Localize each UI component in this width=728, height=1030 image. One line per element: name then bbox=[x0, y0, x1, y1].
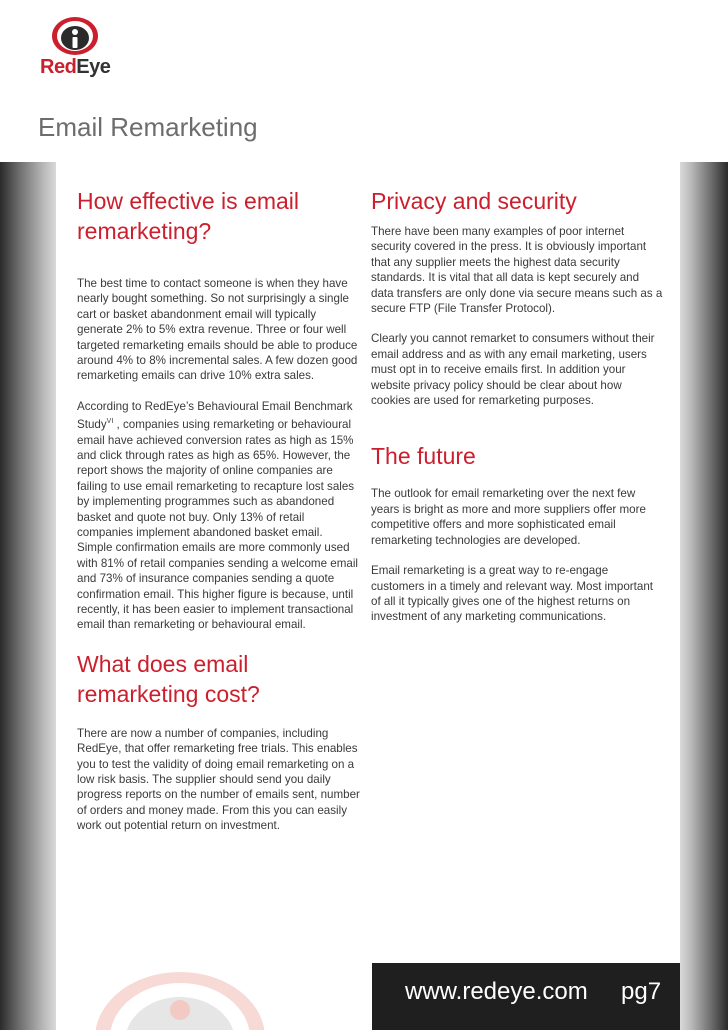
section-heading-future: The future bbox=[371, 443, 476, 470]
paragraph-future-2: Email remarketing is a great way to re-engage customers in a timely and relevant way. Most important of all it typically gives one of the highest returns on investment of any marketing communications. bbox=[371, 564, 654, 624]
section-heading-cost: What does email remarketing cost? bbox=[77, 650, 260, 707]
paragraph-future-1: The outlook for email remarketing over the next few years is bright as more and more suppliers offer more competitive offers and more sophisticated email remarketing technologies are developed. bbox=[371, 487, 646, 547]
paragraph-effective-2 bbox=[77, 399, 360, 633]
footnote-ref-vi: VI bbox=[106, 418, 114, 426]
logo-wordmark-dark: Eye bbox=[76, 56, 111, 78]
paragraph-effective-1: The best time to contact someone is when they have nearly bought something. So not surprisingly a single cart or basket abandonment email will typically generate 2% to 5% extra revenue. Three or four well targeted remarketing emails should be able to produce around 4% to 8% incremental sales. A few dozen good remarketing emails can drive 10% extra sales. bbox=[77, 277, 358, 383]
paragraph-effective-2-end: , companies using remarketing or behavioural email have achieved conversion rates as high as 15% and click through rates as high as 65%. However, the report shows the majority of online companies are failing to use email remarketing to recapture lost sales by implementing programmes such as abandoned basket and quote not buy. Only 13% of retail companies implement abandoned basket email. Simple confirmation emails are more commonly used with 81% of retail companies sending a welcome email and 73% of insurance companies sending a quote confirmation email. This higher figure is because, until recently, it has been easier to implement transactional email than remarketing or behavioural email. bbox=[77, 418, 358, 632]
band-shadow-right bbox=[680, 162, 728, 1030]
paragraph-effective-2-start: According to RedEye’s Behavioural Email Benchmark Study bbox=[77, 399, 353, 432]
band-shadow-left bbox=[0, 162, 56, 1030]
logo-wordmark bbox=[40, 56, 110, 79]
left-column bbox=[77, 184, 360, 834]
section-heading-privacy: Privacy and security bbox=[371, 188, 577, 214]
paragraph-cost-1: There are now a number of companies, including RedEye, that offer remarketing free trials. This enables you to test the validity of doing email remarketing on a low risk basis. The supplier should send you daily progress reports on the number of emails sent, number of orders and money made. From this you can easily work out potential return on investment. bbox=[77, 726, 360, 833]
logo-watermark-icon bbox=[80, 958, 280, 1030]
logo-wordmark-red: Red bbox=[40, 56, 77, 78]
paragraph-privacy-2: Clearly you cannot remarket to consumers without their email address and as with any email marketing, users must opt in to receive emails first. In addition your website privacy policy should be clear about how cookies are used for remarketing purposes. bbox=[371, 332, 655, 408]
page-number: pg7 bbox=[621, 978, 662, 1005]
footer-website-link[interactable]: www.redeye.com bbox=[405, 978, 588, 1005]
page-header bbox=[0, 0, 728, 160]
page-title: Email Remarketing bbox=[38, 112, 258, 142]
right-column bbox=[371, 184, 663, 625]
section-heading-effective: How effective is email remarketing? bbox=[77, 188, 299, 244]
paragraph-privacy-1: There have been many examples of poor internet security covered in the press. It is obviously important that any supplier meets the highest data security standards. It is vital that all data is kept securely and data transfers are only done via secure means such as a secure FTP (File Transfer Protocol). bbox=[371, 225, 663, 316]
